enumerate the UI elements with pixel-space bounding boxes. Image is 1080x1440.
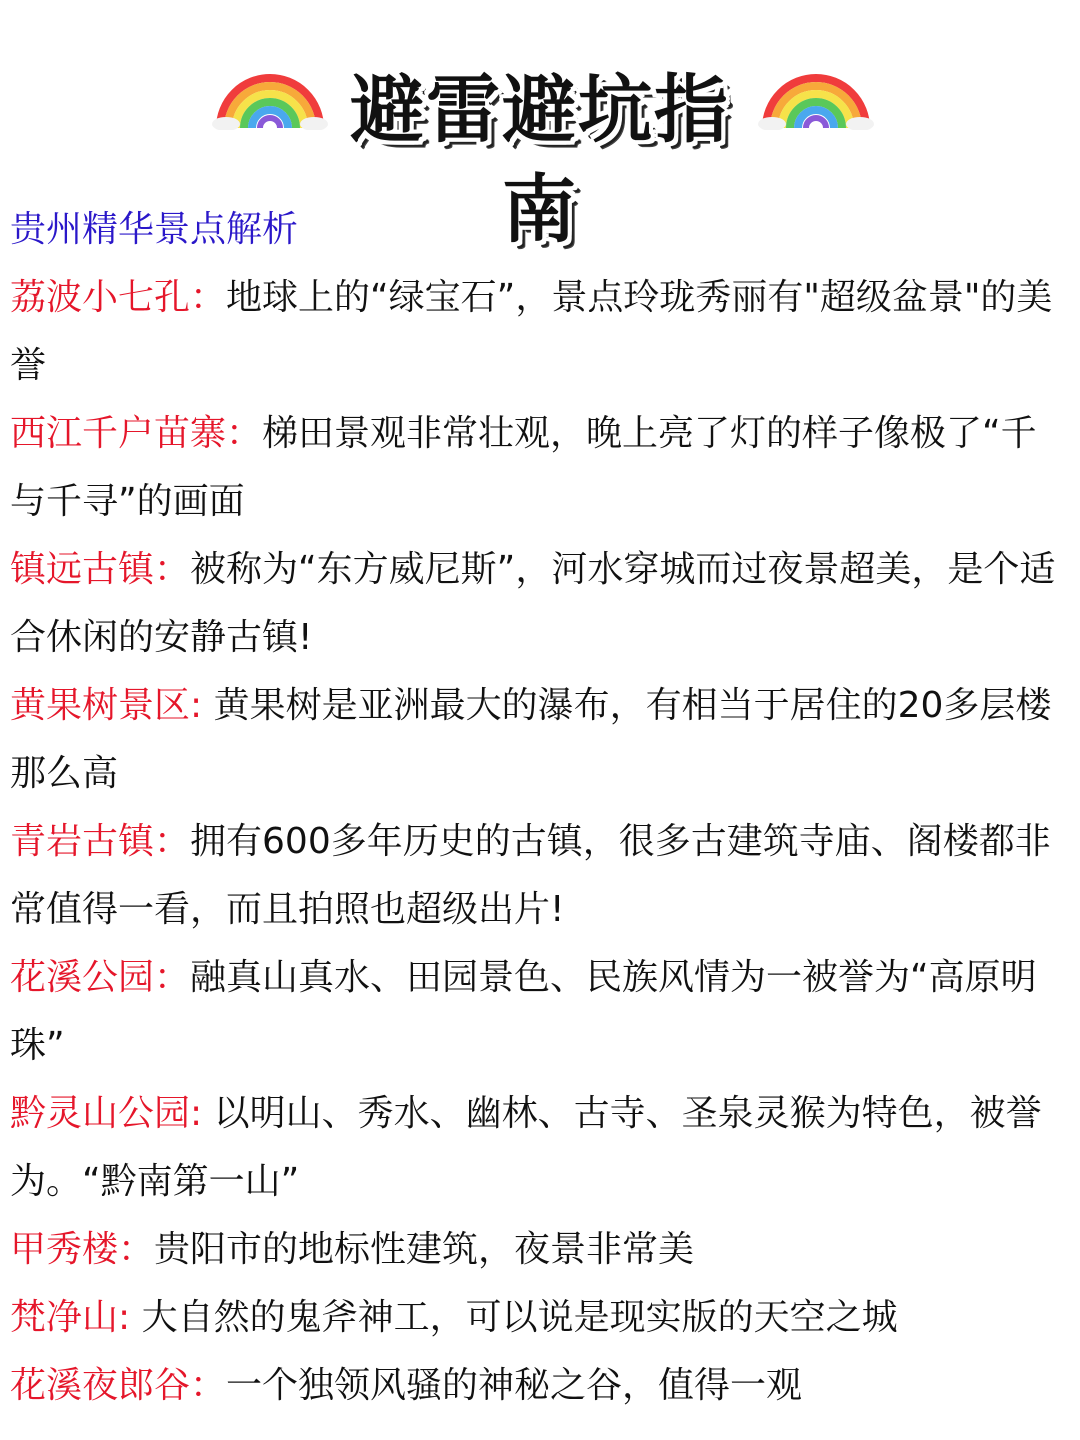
attraction-description: 大自然的鬼斧神工，可以说是现实版的天空之城 — [141, 1297, 898, 1338]
list-item — [10, 1352, 1070, 1420]
rainbow-icon — [212, 70, 328, 130]
attraction-description: 以明山、秀水、幽林、古寺、圣泉灵猴为特色，被誉为。“黔南第一山” — [10, 1093, 1042, 1202]
section-subtitle: 贵州精华景点解析 — [10, 209, 299, 250]
attraction-name: 黄果树景区: — [10, 685, 214, 726]
list-item — [10, 1080, 1070, 1216]
rainbow-icon — [758, 70, 874, 130]
attraction-name: 西江千户苗寨： — [10, 413, 263, 454]
attraction-name: 黔灵山公园: — [10, 1093, 214, 1134]
list-item — [10, 808, 1070, 944]
attraction-description: 贵阳市的地标性建筑，夜景非常美 — [154, 1229, 695, 1270]
list-item — [10, 400, 1070, 536]
attraction-description: 黄果树是亚洲最大的瀑布，有相当于居住的20多层楼那么高 — [10, 685, 1052, 794]
page-title: 避雷避坑指南 — [350, 67, 730, 253]
attraction-name: 花溪公园： — [10, 957, 191, 998]
list-item — [10, 536, 1070, 672]
attraction-name: 甲秀楼： — [10, 1229, 155, 1270]
attraction-description: 一个独领风骚的神秘之谷，值得一观 — [226, 1365, 803, 1406]
list-item — [10, 672, 1070, 808]
attraction-description: 梯田景观非常壮观，晚上亮了灯的样子像极了“千与千寻”的画面 — [10, 413, 1037, 522]
list-item — [10, 944, 1070, 1080]
attraction-list — [10, 196, 1070, 1420]
attraction-name: 梵净山: — [10, 1297, 142, 1338]
attraction-name: 青岩古镇： — [10, 821, 191, 862]
list-item — [10, 1284, 1070, 1352]
attraction-name: 花溪夜郎谷： — [10, 1365, 227, 1406]
attraction-name: 荔波小七孔： — [10, 277, 227, 318]
attraction-description: 地球上的“绿宝石”，景点玲珑秀丽有"超级盆景"的美誉 — [10, 277, 1053, 386]
attraction-name: 镇远古镇： — [10, 549, 191, 590]
attraction-description: 融真山真水、田园景色、民族风情为一被誉为“高原明珠” — [10, 957, 1037, 1066]
list-item — [10, 1216, 1070, 1284]
list-item — [10, 264, 1070, 400]
attraction-description: 被称为“东方威尼斯”，河水穿城而过夜景超美，是个适合休闲的安静古镇! — [10, 549, 1056, 658]
attraction-description: 拥有600多年历史的古镇，很多古建筑寺庙、阁楼都非常值得一看，而且拍照也超级出片! — [10, 821, 1051, 930]
